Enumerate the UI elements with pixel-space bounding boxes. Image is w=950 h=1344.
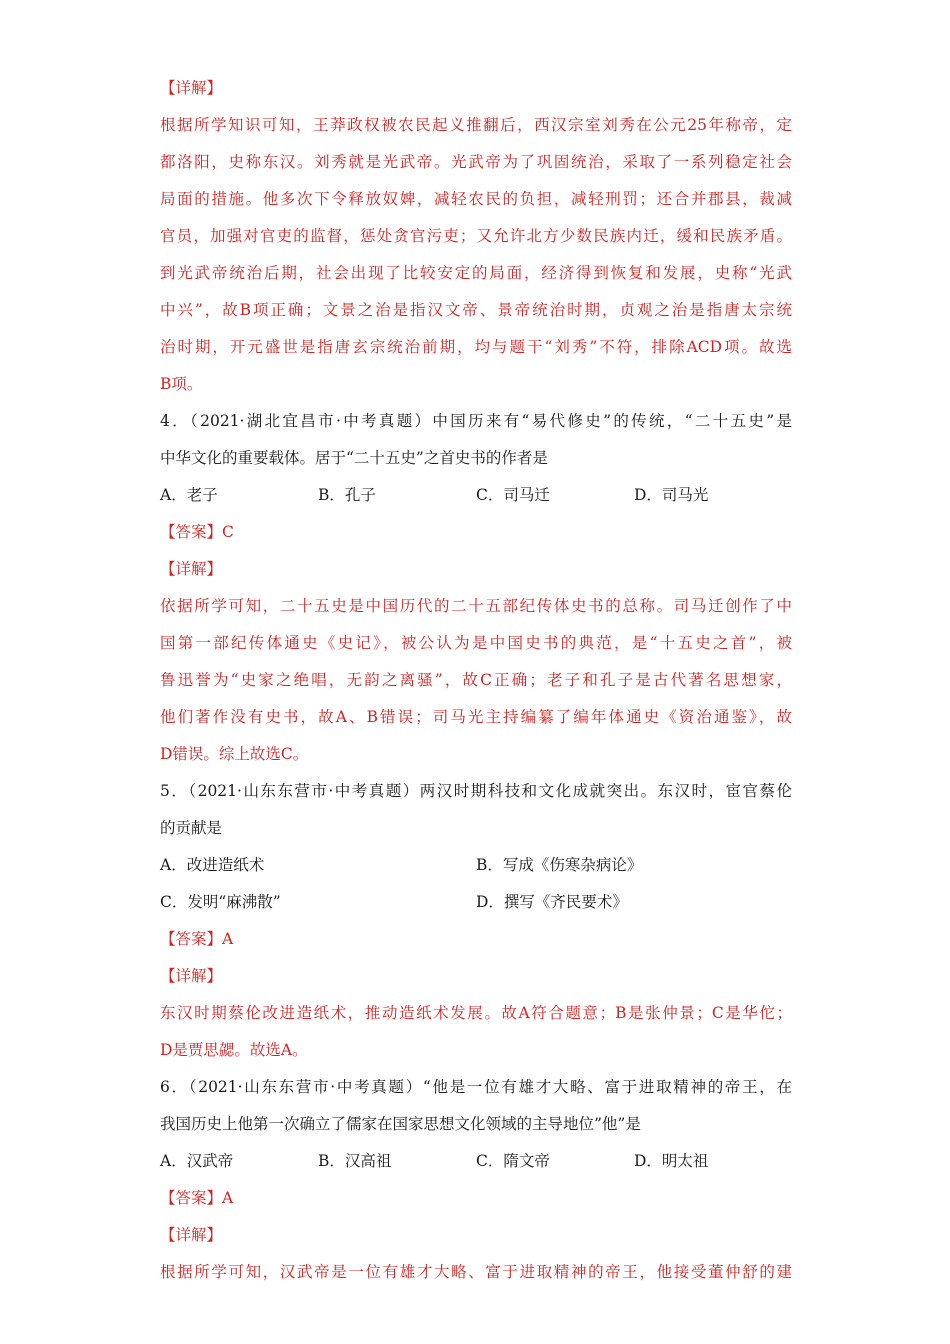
q6-option-b[interactable]: B．汉高祖 — [318, 1152, 392, 1170]
q4-answer — [160, 514, 792, 551]
q6-detail-tag: 【详解】 — [160, 1226, 223, 1244]
q3-detail-line-4: 官员，加强对官吏的监督，惩处贪官污吏；又允许北方少数民族内迁，缓和民族矛盾。 — [160, 227, 792, 245]
q3-detail-line-7: 治时期，开元盛世是指唐玄宗统治前期，均与题干“刘秀”不符，排除ACD项。故选 — [160, 338, 792, 356]
q5-stem — [160, 773, 792, 847]
q5-detail-line-2: D是贾思勰。故选A。 — [160, 1041, 308, 1059]
q6-option-a[interactable]: A．汉武帝 — [160, 1152, 234, 1170]
q3-detail-line-1: 根据所学知识可知，王莽政权被农民起义推翻后，西汉宗室刘秀在公元25年称帝，定 — [160, 116, 792, 134]
q3-detail-tag: 【详解】 — [160, 79, 223, 97]
q5-detail-tag: 【详解】 — [160, 967, 223, 985]
q5-answer-tag: 【答案】 — [160, 930, 223, 948]
q4-detail-line-4: 他们著作没有史书，故A、B错误；司马光主持编纂了编年体通史《资治通鉴》，故 — [160, 708, 792, 726]
q4-stem-line-2: 中华文化的重要载体。居于“二十五史”之首史书的作者是 — [160, 449, 548, 467]
q6-answer-value: A — [222, 1189, 234, 1207]
q4-option-d[interactable]: D．司马光 — [634, 486, 709, 504]
q6-answer — [160, 1180, 792, 1217]
q5-answer — [160, 921, 792, 958]
q4-detail-line-3: 鲁迅誉为“史家之绝唱，无韵之离骚”，故C正确；老子和孔子是古代著名思想家， — [160, 671, 792, 689]
q5-option-c[interactable]: C．发明“麻沸散” — [160, 893, 281, 911]
q4-detail-line-1: 依据所学可知，二十五史是中国历代的二十五部纪传体史书的总称。司马迁创作了中 — [160, 597, 792, 615]
q4-answer-value: C — [222, 523, 234, 541]
q4-option-a[interactable]: A．老子 — [160, 486, 218, 504]
q6-option-d[interactable]: D．明太祖 — [634, 1152, 709, 1170]
q6-options — [160, 1143, 792, 1180]
q6-stem — [160, 1069, 792, 1143]
q6-option-c[interactable]: C．隋文帝 — [476, 1152, 550, 1170]
q3-detail-line-2: 都洛阳，史称东汉。刘秀就是光武帝。光武帝为了巩固统治，采取了一系列稳定社会 — [160, 153, 792, 171]
q3-detail-line-6: 中兴”，故B项正确；文景之治是指汉文帝、景帝统治时期，贞观之治是指唐太宗统 — [160, 301, 792, 319]
q5-option-b[interactable]: B．写成《伤寒杂病论》 — [476, 856, 643, 874]
q4-stem — [160, 403, 792, 477]
q3-detail-line-8: B项。 — [160, 375, 203, 393]
q4-answer-tag: 【答案】 — [160, 523, 223, 541]
q5-detail — [160, 995, 792, 1069]
q3-detail-line-3: 局面的措施。他多次下令释放奴婢，减轻农民的负担，减轻刑罚；还合并郡县，裁减 — [160, 190, 792, 208]
q5-option-a[interactable]: A．改进造纸术 — [160, 856, 265, 874]
q5-stem-line-2: 的贡献是 — [160, 819, 223, 837]
q4-detail-tag: 【详解】 — [160, 560, 223, 578]
q4-detail-line-5: D错误。综上故选C。 — [160, 745, 309, 763]
q6-stem-line-2: 我国历史上他第一次确立了儒家在国家思想文化领域的主导地位”他”是 — [160, 1115, 641, 1133]
q6-detail-line-1: 根据所学可知，汉武帝是一位有雄才大略、富于进取精神的帝王，他接受董仲舒的建 — [160, 1263, 792, 1281]
q4-option-c[interactable]: C．司马迁 — [476, 486, 550, 504]
q4-stem-line-1: 4．（2021·湖北宜昌市·中考真题）中国历来有“易代修史”的传统，“二十五史”是 — [160, 412, 792, 430]
q3-detail-line-5: 到光武帝统治后期，社会出现了比较安定的局面，经济得到恢复和发展，史称“光武 — [160, 264, 792, 282]
document-page — [160, 70, 792, 1291]
q6-stem-line-1: 6．（2021·山东东营市·中考真题）“他是一位有雄才大略、富于进取精神的帝王，在 — [160, 1078, 792, 1096]
q4-detail — [160, 588, 792, 773]
q6-answer-tag: 【答案】 — [160, 1189, 223, 1207]
q3-detail — [160, 107, 792, 403]
q5-options-row-1 — [160, 847, 792, 884]
q4-option-b[interactable]: B．孔子 — [318, 486, 376, 504]
q6-detail — [160, 1254, 792, 1291]
q5-detail-line-1: 东汉时期蔡伦改进造纸术，推动造纸术发展。故A符合题意；B是张仲景；C是华佗； — [160, 1004, 792, 1022]
q5-options-row-2 — [160, 884, 792, 921]
q4-detail-line-2: 国第一部纪传体通史《史记》，被公认为是中国史书的典范，是“十五史之首”，被 — [160, 634, 792, 652]
q4-options — [160, 477, 792, 514]
q5-answer-value: A — [222, 930, 234, 948]
q5-option-d[interactable]: D．撰写《齐民要术》 — [476, 893, 628, 911]
q5-stem-line-1: 5．（2021·山东东营市·中考真题）两汉时期科技和文化成就突出。东汉时，宦官蔡伦 — [160, 782, 792, 800]
